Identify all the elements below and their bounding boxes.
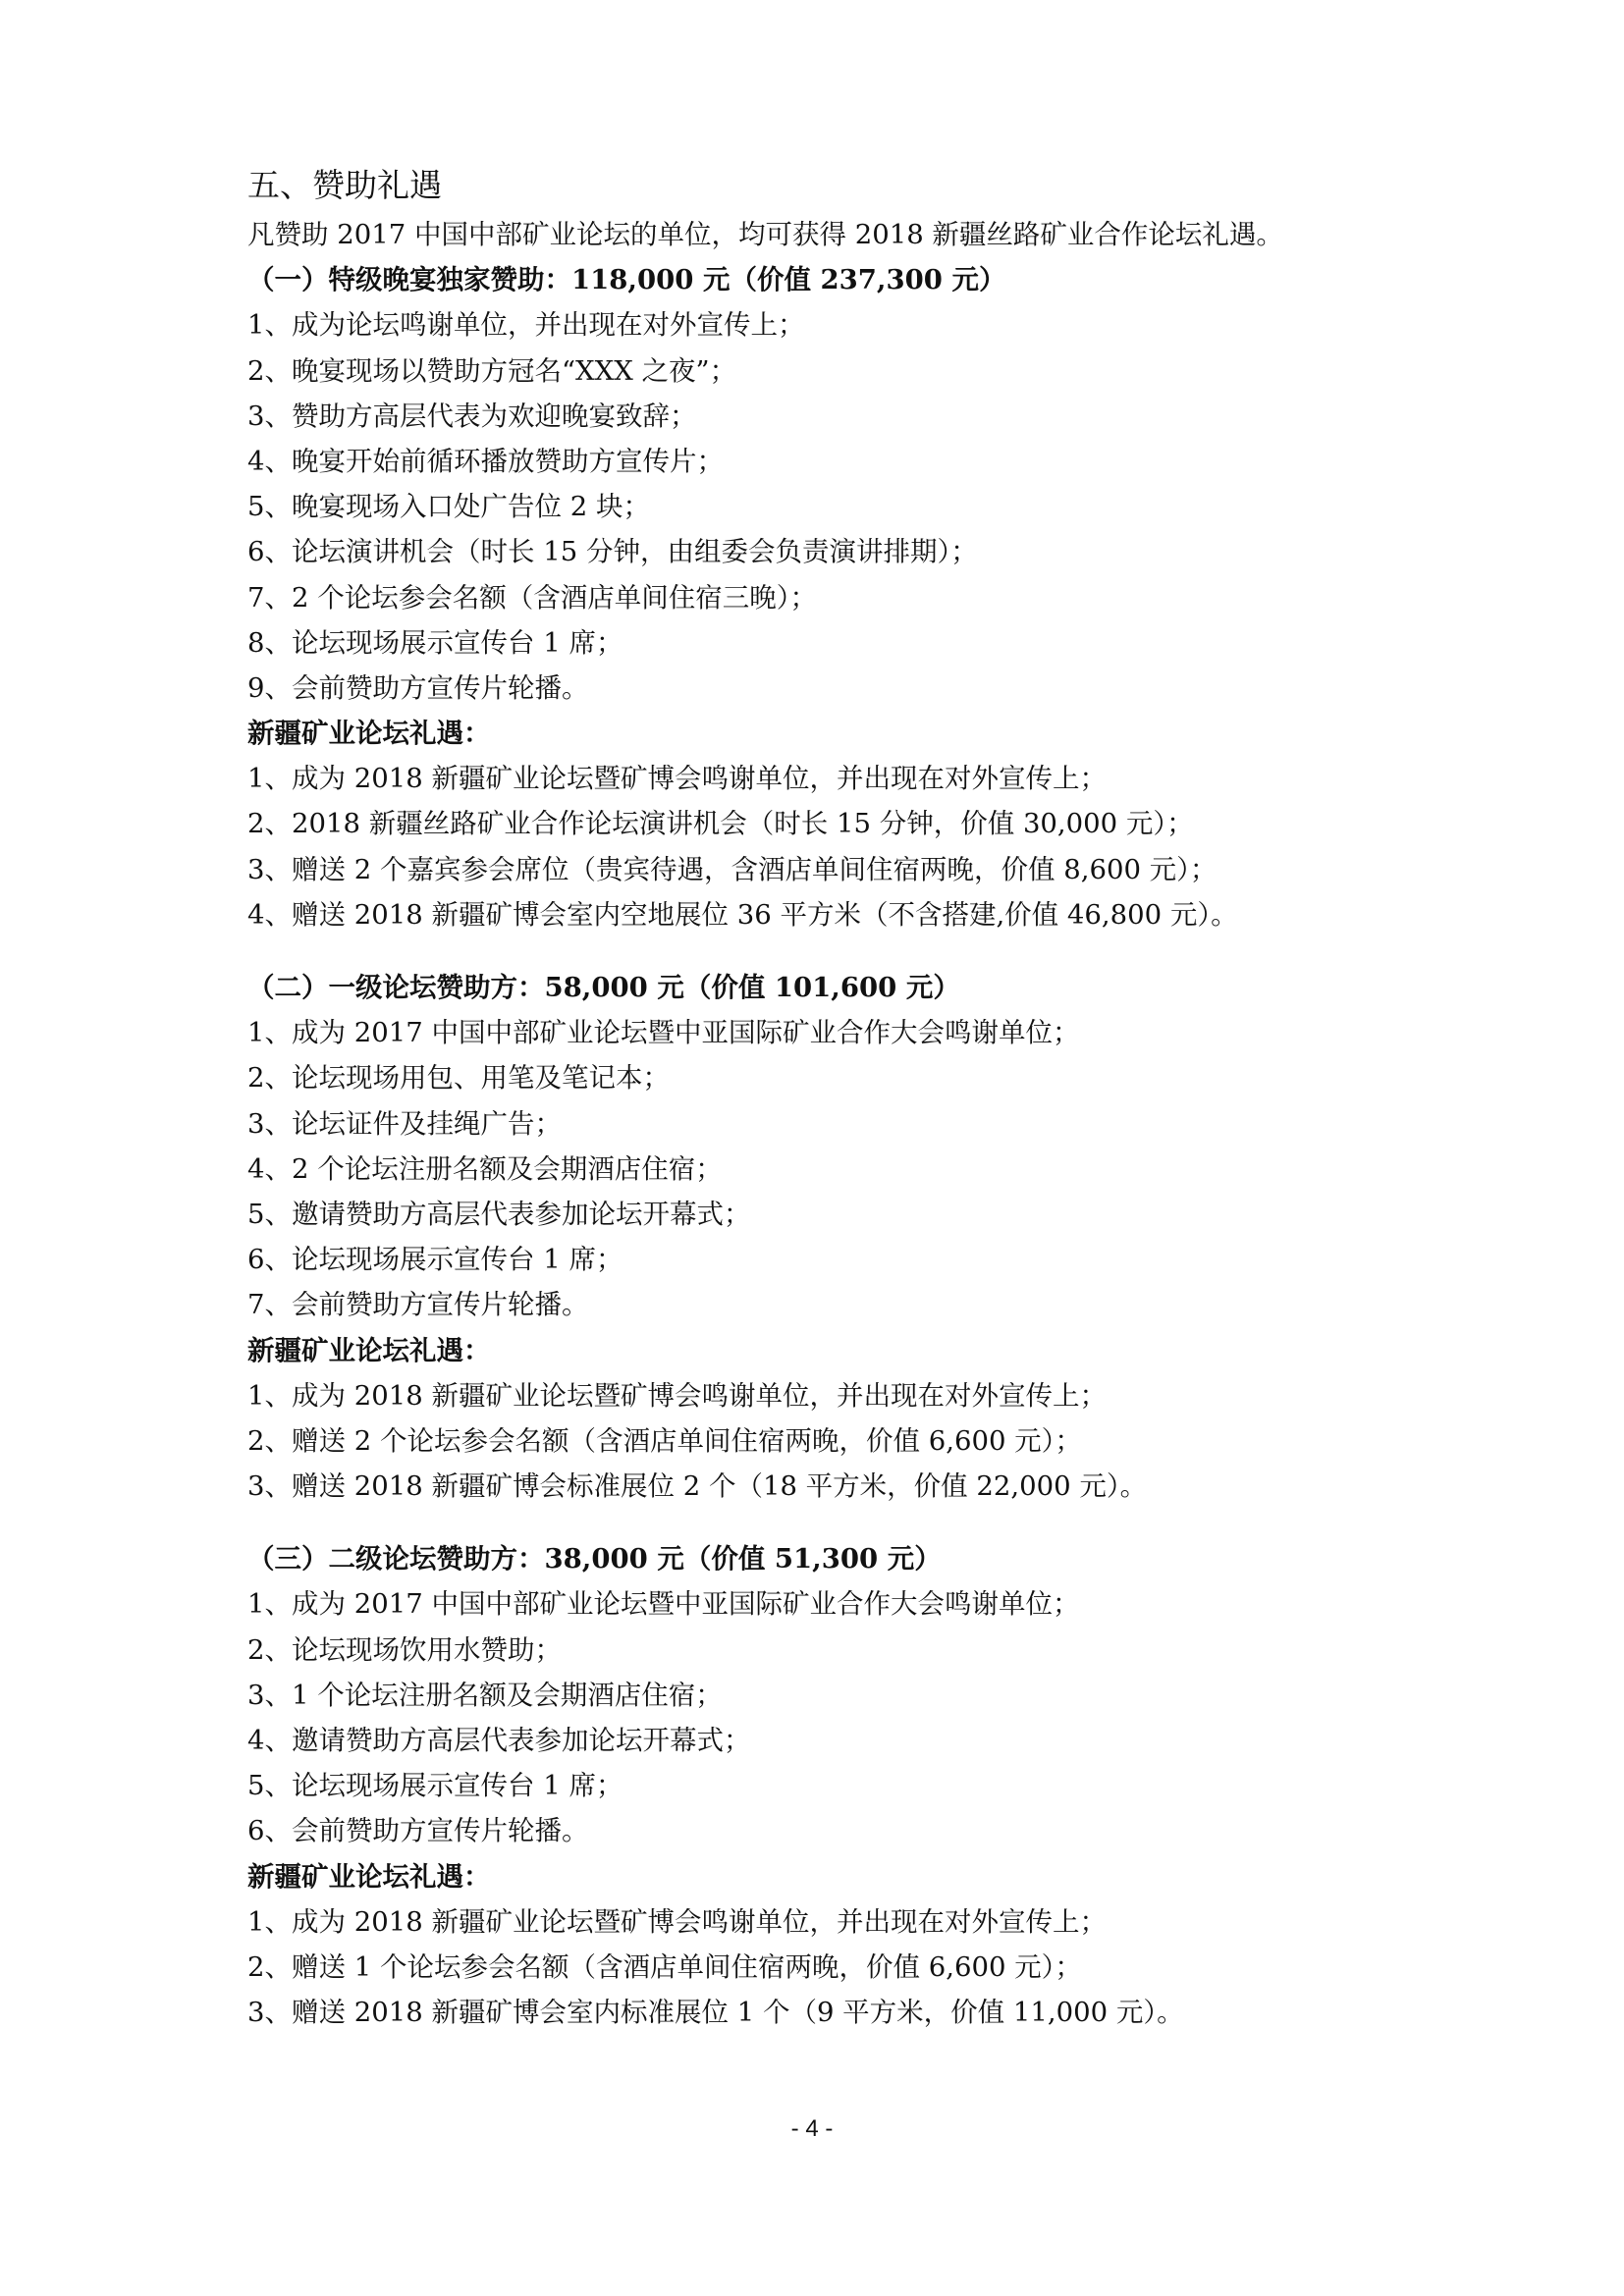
list-item: 2、2018 新疆丝路矿业合作论坛演讲机会（时长 15 分钟，价值 30,000 元）； (247, 808, 1194, 840)
tier-level-one (247, 965, 1377, 1509)
section-intro: 凡赞助 2017 中国中部矿业论坛的单位，均可获得 2018 新疆丝路矿业合作论坛礼遇。 (247, 219, 1283, 250)
list-item: 5、晚宴现场入口处广告位 2 块； (247, 491, 650, 523)
list-item: 4、晚宴开始前循环播放赞助方宣传片； (247, 445, 724, 477)
list-item: 9、会前赞助方宣传片轮播。 (247, 671, 589, 704)
list-item: 2、赠送 2 个论坛参会名额（含酒店单间住宿两晚，价值 6,600 元）； (247, 1424, 1082, 1457)
list-item: 1、成为论坛鸣谢单位，并出现在对外宣传上； (247, 309, 805, 342)
list-item: 1、成为 2018 新疆矿业论坛暨矿博会鸣谢单位，并出现在对外宣传上； (247, 763, 1107, 795)
list-item: 3、赠送 2 个嘉宾参会席位（贵宾待遇，含酒店单间住宿两晚，价值 8,600 元）； (247, 853, 1218, 885)
list-item: 2、论坛现场用包、用笔及笔记本； (247, 1062, 670, 1095)
list-item: 2、论坛现场饮用水赞助； (247, 1633, 562, 1666)
list-item: 4、赠送 2018 新疆矿博会室内空地展位 36 平方米（不含搭建,价值 46,800 元）。 (247, 898, 1238, 931)
list-item: 5、论坛现场展示宣传台 1 席； (247, 1770, 623, 1802)
list-item: 1、成为 2018 新疆矿业论坛暨矿博会鸣谢单位，并出现在对外宣传上； (247, 1905, 1107, 1938)
tier-title: （三）二级论坛赞助方：38,000 元（价值 51,300 元） (247, 1543, 942, 1575)
list-item: 3、1 个论坛注册名额及会期酒店住宿； (247, 1679, 723, 1711)
xinjiang-benefits-title: 新疆矿业论坛礼遇： (247, 718, 491, 750)
list-item: 6、论坛现场展示宣传台 1 席； (247, 1244, 623, 1276)
section-gap (247, 1509, 1377, 1536)
list-item: 3、赠送 2018 新疆矿博会室内标准展位 1 个（9 平方米，价值 11,000 元）。 (247, 1997, 1184, 2029)
list-item: 4、邀请赞助方高层代表参加论坛开幕式； (247, 1725, 751, 1756)
list-item: 7、2 个论坛参会名额（含酒店单间住宿三晚）； (247, 581, 817, 614)
list-item: 1、成为 2018 新疆矿业论坛暨矿博会鸣谢单位，并出现在对外宣传上； (247, 1379, 1107, 1412)
list-item: 5、邀请赞助方高层代表参加论坛开幕式； (247, 1198, 751, 1230)
section-gap (247, 937, 1377, 965)
section-heading: 五、赞助礼遇 (247, 166, 442, 204)
tier-title: （一）特级晚宴独家赞助：118,000 元（价值 237,300 元） (247, 264, 1006, 296)
list-item: 3、赞助方高层代表为欢迎晚宴致辞； (247, 400, 697, 432)
document-page (247, 159, 1377, 2035)
list-item: 3、论坛证件及挂绳广告； (247, 1107, 562, 1140)
list-item: 3、赠送 2018 新疆矿博会标准展位 2 个（18 平方米，价值 22,000 元）。 (247, 1470, 1148, 1503)
list-item: 1、成为 2017 中国中部矿业论坛暨中亚国际矿业合作大会鸣谢单位； (247, 1588, 1080, 1621)
list-item: 6、论坛演讲机会（时长 15 分钟，由组委会负责演讲排期）； (247, 536, 978, 568)
list-item: 1、成为 2017 中国中部矿业论坛暨中亚国际矿业合作大会鸣谢单位； (247, 1017, 1080, 1049)
list-item: 8、论坛现场展示宣传台 1 席； (247, 626, 623, 659)
list-item: 6、会前赞助方宣传片轮播。 (247, 1815, 589, 1847)
xinjiang-benefits-title: 新疆矿业论坛礼遇： (247, 1860, 491, 1893)
list-item: 4、2 个论坛注册名额及会期酒店住宿； (247, 1152, 723, 1185)
page-number: - 4 - (790, 2115, 834, 2142)
xinjiang-benefits-title: 新疆矿业论坛礼遇： (247, 1334, 491, 1366)
tier-special-dinner (247, 257, 1377, 937)
list-item: 2、赠送 1 个论坛参会名额（含酒店单间住宿两晚，价值 6,600 元）； (247, 1950, 1082, 1983)
tier-title: （二）一级论坛赞助方：58,000 元（价值 101,600 元） (247, 972, 960, 1003)
list-item: 7、会前赞助方宣传片轮播。 (247, 1289, 589, 1321)
tier-level-two (247, 1536, 1377, 2035)
list-item: 2、晚宴现场以赞助方冠名“XXX 之夜”； (247, 354, 737, 387)
